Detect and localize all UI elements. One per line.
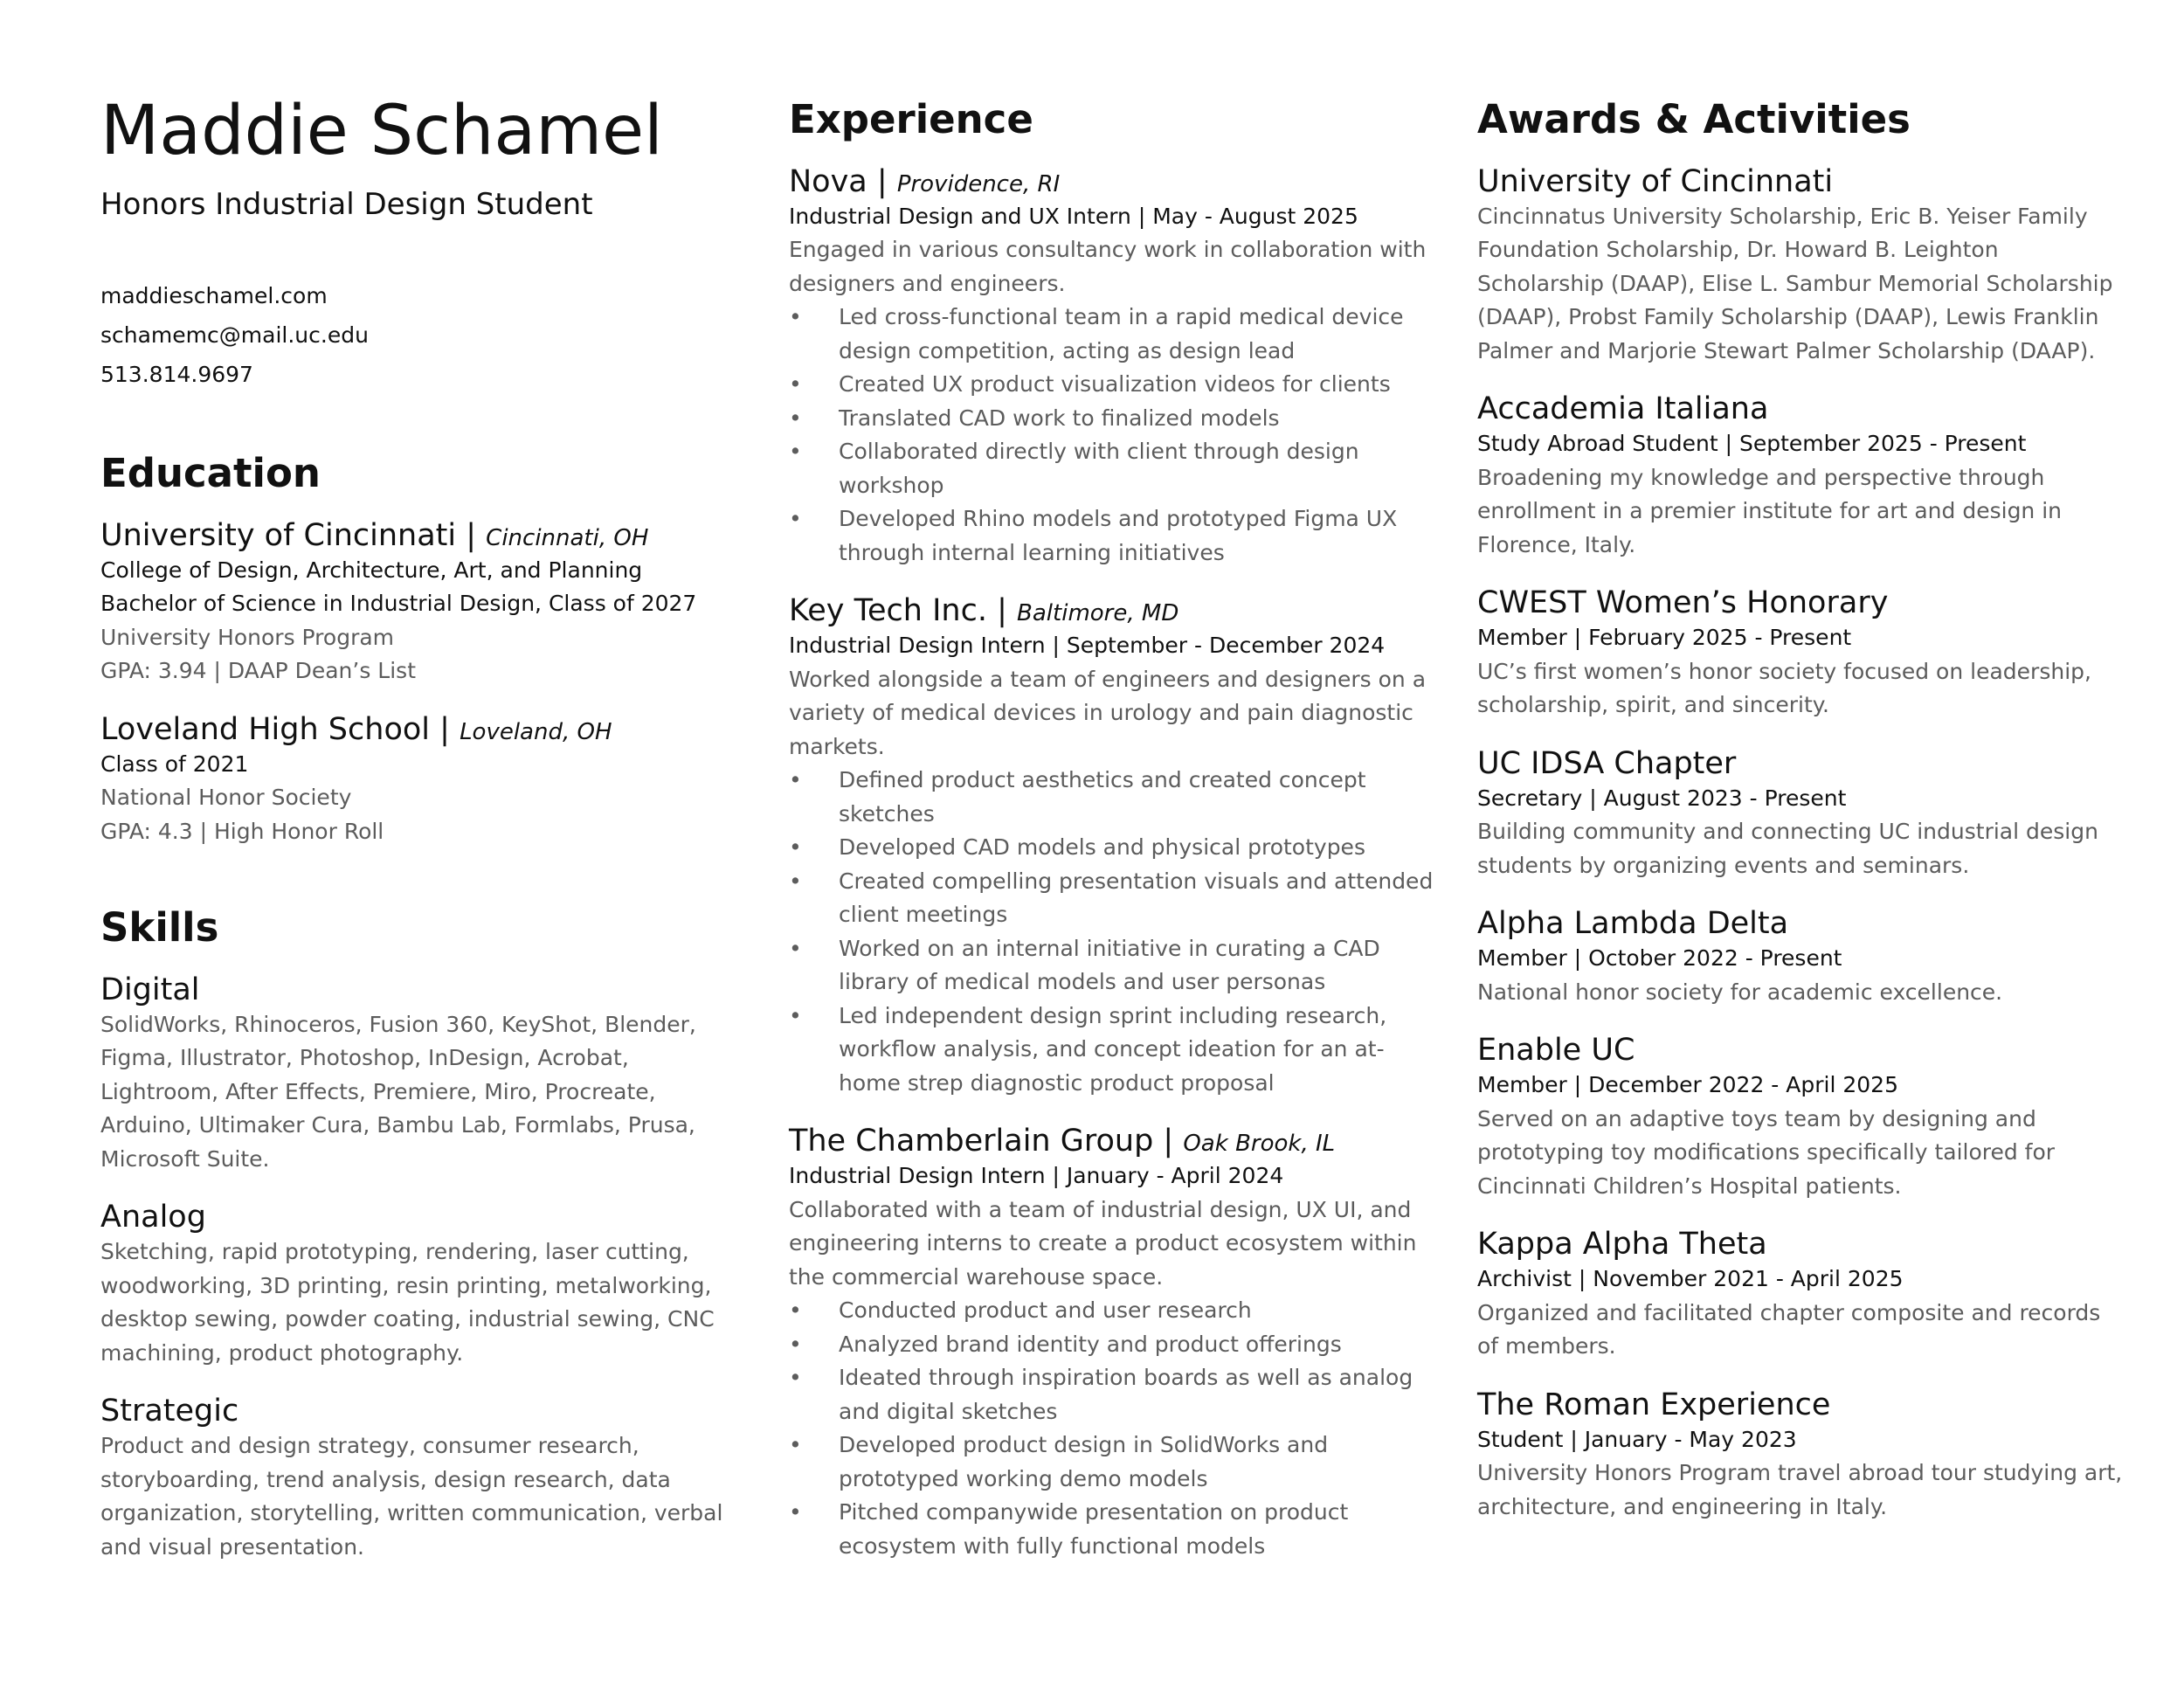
awards-heading: Awards & Activities — [1477, 96, 1911, 142]
bullet-icon: • — [789, 506, 802, 531]
award-role: Secretary | August 2023 - Present — [1477, 785, 1847, 811]
education-entry-title — [100, 711, 747, 748]
job-summary: Worked alongside a team of engineers and designers on a variety of medical devices in urology and pain diagnostic markets. — [789, 666, 1427, 759]
bullet-item — [789, 865, 1435, 932]
award-text: UC’s first women’s honor society focused on leadership, scholarship, spirit, and sincerity. — [1477, 658, 2091, 717]
award-text: National honor society for academic excellence. — [1477, 979, 2003, 1005]
experience-entry — [789, 592, 1435, 1100]
education-section — [100, 448, 747, 848]
award-name: CWEST Women’s Honorary — [1477, 585, 1889, 620]
middle-column — [789, 94, 1435, 1563]
skill-group-text: SolidWorks, Rhinoceros, Fusion 360, KeyShot, Blender, Figma, Illustrator, Photoshop, InDesign, Acrobat, Lightroom, After Effects, Premiere, Miro, Procreate, Arduino, Ultimaker Cura, Bambu Lab, Formlabs, Prusa, Microsoft Suite. — [100, 1011, 696, 1172]
bullet-text: Analyzed brand identity and product offerings — [839, 1331, 1342, 1357]
education-detail: GPA: 4.3 | High Honor Roll — [100, 818, 384, 844]
bullet-icon: • — [789, 405, 802, 431]
education-line: College of Design, Architecture, Art, and Planning — [100, 557, 643, 583]
skill-group-title: Strategic — [100, 1394, 239, 1429]
bullet-text: Developed product design in SolidWorks and prototyped working demo models — [839, 1432, 1329, 1491]
bullet-icon: • — [789, 767, 802, 792]
bullet-icon: • — [789, 1297, 802, 1323]
title-separator: | — [1153, 1124, 1184, 1159]
award-entry — [1477, 745, 2124, 883]
bullet-icon: • — [789, 1432, 802, 1457]
experience-entry — [789, 163, 1435, 571]
resume-name: Maddie Schamel — [100, 92, 663, 170]
contact-info — [100, 276, 747, 394]
award-role: Archivist | November 2021 - April 2025 — [1477, 1266, 1904, 1291]
bullet-icon: • — [789, 1331, 802, 1357]
bullet-item — [789, 1361, 1435, 1429]
bullet-text: Led cross-functional team in a rapid medical device design competition, acting as design lead — [839, 304, 1404, 363]
education-detail: University Honors Program — [100, 624, 395, 650]
award-text: Served on an adaptive toys team by designing and prototyping toy modifications specifically tailored for Cincinnati Children’s Hospital patients. — [1477, 1105, 2056, 1199]
bullet-text: Defined product aesthetics and created concept sketches — [839, 767, 1366, 827]
bullet-icon: • — [789, 935, 802, 961]
award-text: Cincinnatus University Scholarship, Eric B. Yeiser Family Foundation Scholarship, Dr. Howard B. Leighton Scholarship (DAAP), Elise L. Sambur Memorial Scholarship (DAAP), Probst Family Scholarship (DAAP), Lewis Franklin Palmer and Marjorie Stewart Palmer Scholarship (DAAP). — [1477, 203, 2113, 363]
company-location: Oak Brook, IL — [1183, 1131, 1336, 1157]
award-text: University Honors Program travel abroad tour studying art, architecture, and engineering in Italy. — [1477, 1460, 2123, 1519]
skill-group — [100, 1199, 747, 1370]
skill-group-text: Product and design strategy, consumer research, storyboarding, trend analysis, design research, data organization, storytelling, written communication, verbal and visual presentation. — [100, 1433, 723, 1560]
bullet-text: Developed Rhino models and prototyped Figma UX through internal learning initiatives — [839, 506, 1398, 565]
award-entry — [1477, 905, 2124, 1009]
award-entry — [1477, 391, 2124, 562]
bullet-item — [789, 1294, 1435, 1328]
job-bullets — [789, 1294, 1435, 1563]
award-role: Member | December 2022 - April 2025 — [1477, 1072, 1898, 1097]
experience-entry-title — [789, 163, 1435, 200]
job-bullets — [789, 764, 1435, 1100]
award-entry — [1477, 1226, 2124, 1364]
job-summary: Engaged in various consultancy work in collaboration with designers and engineers. — [789, 237, 1427, 296]
education-detail: National Honor Society — [100, 785, 352, 811]
company-name: Key Tech Inc. — [789, 593, 987, 628]
website-link[interactable]: maddieschamel.com — [100, 283, 328, 309]
company-name: Nova — [789, 163, 867, 199]
bullet-icon: • — [789, 304, 802, 329]
award-name: Kappa Alpha Theta — [1477, 1227, 1767, 1262]
school-location: Loveland, OH — [460, 718, 612, 745]
bullet-item — [789, 402, 1435, 436]
bullet-text: Translated CAD work to finalized models — [839, 405, 1280, 431]
award-name: Alpha Lambda Delta — [1477, 906, 1789, 941]
bullet-icon: • — [789, 1365, 802, 1390]
bullet-item — [789, 435, 1435, 502]
phone-number: 513.814.9697 — [100, 362, 253, 388]
bullet-item — [789, 1429, 1435, 1496]
bullet-text: Developed CAD models and physical prototypes — [839, 834, 1365, 860]
bullet-item — [789, 1000, 1435, 1101]
award-text: Broadening my knowledge and perspective through enrollment in a premier institute for art and design in Florence, Italy. — [1477, 464, 2063, 557]
job-role: Industrial Design Intern | September - December 2024 — [789, 633, 1386, 658]
award-text: Building community and connecting UC industrial design students by organizing events and seminars. — [1477, 819, 2098, 878]
company-location: Baltimore, MD — [1017, 600, 1179, 626]
bullet-item — [789, 502, 1435, 570]
skill-group — [100, 1393, 747, 1564]
bullet-item — [789, 932, 1435, 1000]
award-name: University of Cincinnati — [1477, 163, 1834, 199]
award-entry — [1477, 1387, 2124, 1525]
bullet-item — [789, 1328, 1435, 1362]
education-entry — [100, 711, 747, 849]
right-column — [1477, 94, 2124, 1524]
award-role: Member | October 2022 - Present — [1477, 945, 1842, 971]
email-link[interactable]: schamemc@mail.uc.edu — [100, 322, 369, 349]
bullet-item — [789, 1496, 1435, 1563]
left-column — [100, 94, 747, 1564]
award-entry — [1477, 1032, 2124, 1203]
bullet-text: Ideated through inspiration boards as well as analog and digital sketches — [839, 1365, 1413, 1424]
job-role: Industrial Design Intern | January - April 2024 — [789, 1163, 1284, 1188]
job-role: Industrial Design and UX Intern | May - August 2025 — [789, 203, 1358, 229]
education-line: Class of 2021 — [100, 751, 249, 777]
bullet-text: Led independent design sprint including research, workflow analysis, and concept ideation for an at-home strep diagnostic product proposal — [839, 1002, 1387, 1096]
title-separator: | — [456, 517, 487, 553]
bullet-icon: • — [789, 1499, 802, 1525]
experience-entry-title — [789, 1123, 1435, 1159]
job-summary: Collaborated with a team of industrial design, UX UI, and engineering interns to create a product ecosystem within the commercial warehouse space. — [789, 1196, 1417, 1290]
bullet-text: Collaborated directly with client through design workshop — [839, 439, 1359, 498]
education-entry-title — [100, 517, 747, 554]
bullet-text: Pitched companywide presentation on product ecosystem with fully functional models — [839, 1499, 1349, 1559]
bullet-item — [789, 301, 1435, 368]
award-entry — [1477, 585, 2124, 723]
skills-heading: Skills — [100, 904, 219, 951]
bullet-text: Worked on an internal initiative in curating a CAD library of medical models and user personas — [839, 935, 1380, 994]
bullet-text: Created compelling presentation visuals and attended client meetings — [839, 868, 1434, 927]
company-location: Providence, RI — [896, 170, 1061, 197]
school-name: Loveland High School — [100, 711, 431, 747]
bullet-text: Conducted product and user research — [839, 1297, 1252, 1323]
school-location: Cincinnati, OH — [486, 524, 649, 551]
title-separator: | — [867, 163, 897, 199]
bullet-text: Created UX product visualization videos for clients — [839, 371, 1391, 397]
title-separator: | — [430, 711, 460, 747]
skill-group-title: Analog — [100, 1200, 206, 1235]
company-name: The Chamberlain Group — [789, 1124, 1154, 1159]
award-name: Accademia Italiana — [1477, 391, 1769, 426]
experience-entry-title — [789, 592, 1435, 629]
education-line: Bachelor of Science in Industrial Design, Class of 2027 — [100, 591, 697, 617]
bullet-item — [789, 764, 1435, 831]
school-name: University of Cincinnati — [100, 517, 457, 553]
education-heading: Education — [100, 450, 321, 497]
bullet-icon: • — [789, 1002, 802, 1028]
award-role: Student | January - May 2023 — [1477, 1426, 1797, 1452]
award-name: The Roman Experience — [1477, 1387, 1831, 1422]
resume-subtitle: Honors Industrial Design Student — [100, 187, 593, 223]
experience-entry — [789, 1123, 1435, 1563]
title-separator: | — [986, 593, 1018, 628]
award-text: Organized and facilitated chapter composite and records of members. — [1477, 1299, 2101, 1359]
award-role: Study Abroad Student | September 2025 - Present — [1477, 431, 2027, 456]
bullet-icon: • — [789, 834, 802, 860]
award-name: UC IDSA Chapter — [1477, 745, 1737, 781]
bullet-icon: • — [789, 439, 802, 464]
bullet-item — [789, 368, 1435, 402]
bullet-item — [789, 831, 1435, 865]
education-entry — [100, 517, 747, 688]
skill-group-text: Sketching, rapid prototyping, rendering, laser cutting, woodworking, 3D printing, resin printing, metalworking, desktop sewing, powder coating, industrial sewing, CNC machining, product photography. — [100, 1239, 715, 1366]
skill-group — [100, 972, 747, 1177]
experience-heading: Experience — [789, 96, 1033, 142]
award-name: Enable UC — [1477, 1033, 1635, 1068]
award-role: Member | February 2025 - Present — [1477, 625, 1852, 650]
skills-section — [100, 903, 747, 1564]
bullet-icon: • — [789, 371, 802, 397]
job-bullets — [789, 301, 1435, 570]
skill-group-title: Digital — [100, 972, 200, 1007]
education-detail: GPA: 3.94 | DAAP Dean’s List — [100, 658, 417, 684]
bullet-icon: • — [789, 868, 802, 894]
award-entry — [1477, 163, 2124, 369]
